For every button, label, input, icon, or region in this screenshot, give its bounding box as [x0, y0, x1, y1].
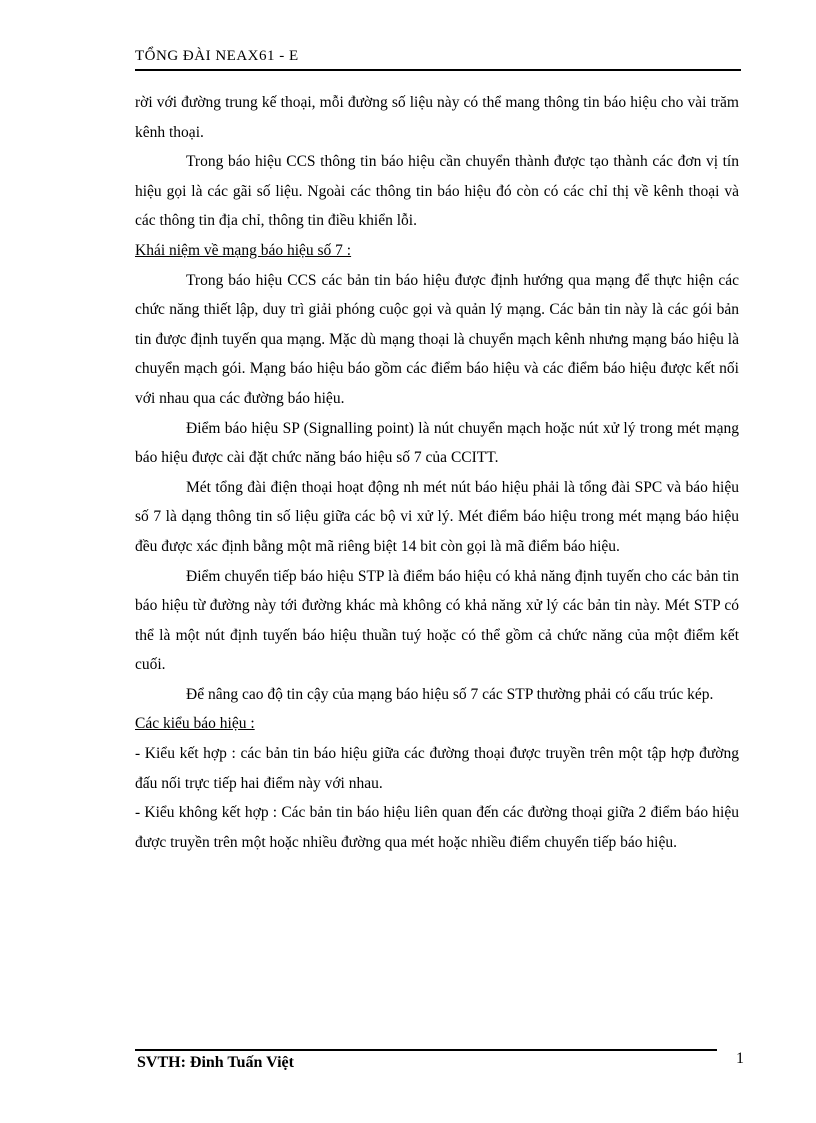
paragraph-ccs-routing: Trong báo hiệu CCS các bản tin báo hiệu được định hướng qua mạng để thực hiện các chức năng thiết lập, duy trì giải phóng cuộc gọi và quản lý mạng. Các bản tin này là các gói bản tin được định tuyến qua mạng. Mặc dù mạng thoại là chuyển mạch kênh nhưng mạng báo hiệu là chuyển mạch gói. Mạng báo hiệu báo gồm các điểm báo hiệu và các điểm báo hiệu được kết nối với nhau qua các đường báo hiệu. — [135, 271, 739, 407]
paragraph-continuation: rời với đường trung kế thoại, mỗi đường số liệu này có thể mang thông tin báo hiệu cho vài trăm kênh thoại. — [135, 94, 739, 141]
section-heading-network-concept — [135, 236, 739, 266]
page-number: 1 — [736, 1050, 744, 1067]
document-body — [135, 88, 739, 857]
paragraph-signalling-point: Điểm báo hiệu SP (Signalling point) là nút chuyển mạch hoặc nút xử lý trong mét mạng báo hiệu được cài đặt chức năng báo hiệu số 7 của CCITT. — [135, 419, 739, 467]
section-heading-signalling-modes — [135, 709, 739, 739]
paragraph-stp: Điểm chuyển tiếp báo hiệu STP là điểm báo hiệu có khả năng định tuyến cho các bản tin báo hiệu từ đường này tới đường khác mà không có khả năng xử lý các bản tin này. Mét STP có thể là một nút định tuyến báo hiệu thuần tuý hoặc có thể gồm cả chức năng của một điểm kết cuối. — [135, 567, 739, 674]
header-divider — [135, 69, 741, 71]
paragraph-ccs-signal-units: Trong báo hiệu CCS thông tin báo hiệu cần chuyển thành được tạo thành các đơn vị tín hiệu gọi là các gãi số liệu. Ngoài các thông tin báo hiệu đó còn có các chỉ thị về kênh thoại và các thông tin địa chỉ, thông tin điều khiển lỗi. — [135, 153, 739, 230]
page-header-title: TỔNG ĐÀI NEAX61 - E — [135, 48, 299, 64]
list-item-associated-mode: - Kiểu kết hợp : các bản tin báo hiệu giữa các đường thoại được truyền trên một tập hợp đường đấu nối trực tiếp hai điểm này với nhau. — [135, 745, 739, 792]
heading-text: Khái niệm về mạng báo hiệu số 7 : — [135, 241, 352, 259]
footer-divider — [135, 1049, 717, 1051]
footer-author: SVTH: Đinh Tuấn Việt — [137, 1054, 294, 1071]
paragraph-spc-exchange: Mét tổng đài điện thoại hoạt động nh mét nút báo hiệu phải là tổng đài SPC và báo hiệu số 7 là dạng thông tin số liệu giữa các bộ vi xử lý. Mét điểm báo hiệu trong mét mạng báo hiệu đều được xác định bằng một mã riêng biệt 14 bit còn gọi là mã điểm báo hiệu. — [135, 478, 739, 555]
list-item-non-associated-mode: - Kiểu không kết hợp : Các bản tin báo hiệu liên quan đến các đường thoại giữa 2 điểm báo hiệu được truyền trên một hoặc nhiều đường qua mét hoặc nhiều điểm chuyển tiếp báo hiệu. — [135, 804, 739, 851]
heading-text: Các kiểu báo hiệu : — [135, 715, 255, 733]
paragraph-reliability: Để nâng cao độ tin cậy của mạng báo hiệu số 7 các STP thường phải có cấu trúc kép. — [186, 685, 714, 703]
